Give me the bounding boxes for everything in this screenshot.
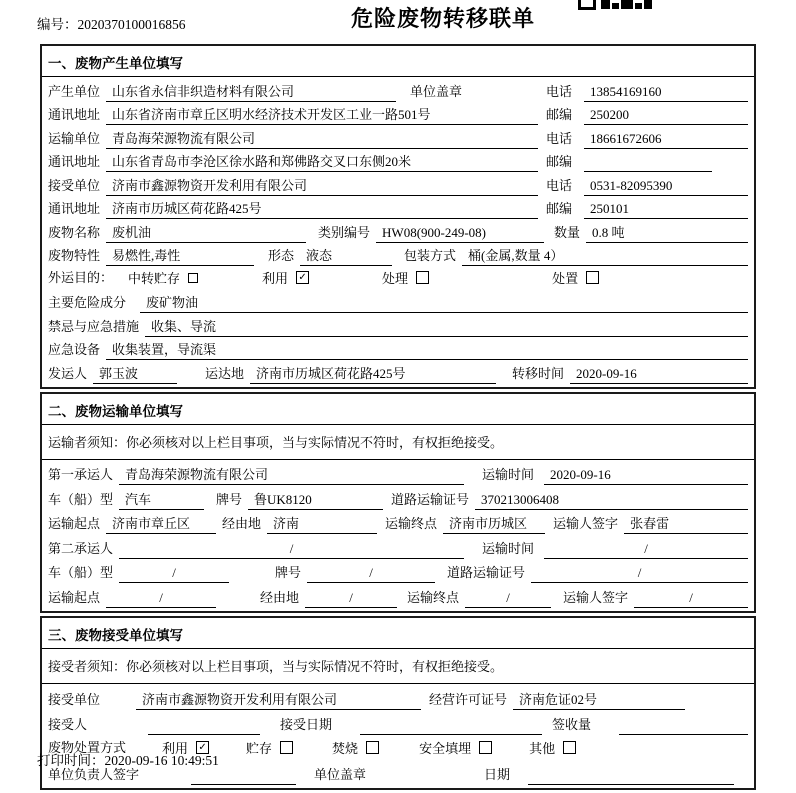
emergency-value: 收集、导流 bbox=[145, 316, 748, 337]
traits-label: 废物特性 bbox=[48, 248, 101, 263]
category-value: HW08(900-249-08) bbox=[376, 225, 544, 243]
section-transporter bbox=[40, 392, 756, 613]
row-second-vehicle bbox=[48, 559, 748, 584]
origin-label: 运输起点 bbox=[48, 589, 101, 605]
disposal-option-label: 贮存 bbox=[246, 740, 273, 756]
zip-label: 邮编 bbox=[546, 154, 573, 169]
transporter-unit-label: 运输单位 bbox=[48, 130, 101, 146]
address-label: 通讯地址 bbox=[48, 107, 101, 122]
phone-label: 电话 bbox=[546, 130, 573, 146]
road-permit-label: 道路运输证号 bbox=[391, 491, 470, 507]
row-second-carrier bbox=[48, 534, 748, 559]
purpose-option-dispose bbox=[552, 268, 599, 287]
waste-name-value: 废机油 bbox=[106, 222, 306, 243]
first-vehicle-type-value: 汽车 bbox=[119, 489, 204, 510]
disposal-option-storage bbox=[246, 738, 293, 757]
acceptor-value bbox=[148, 733, 260, 735]
vehicle-type-label: 车（船）型 bbox=[48, 565, 114, 580]
traits-value: 易燃性,毒性 bbox=[106, 245, 254, 266]
carrier-sign-label: 运输人签字 bbox=[563, 589, 629, 605]
equipment-label: 应急设备 bbox=[48, 342, 101, 357]
row-emergency-measures bbox=[48, 313, 748, 337]
checkbox-treat bbox=[416, 271, 429, 284]
second-road-permit-value: / bbox=[531, 565, 748, 583]
disposal-option-label: 其他 bbox=[529, 740, 556, 756]
checkbox-disposal-landfill bbox=[479, 741, 492, 754]
row-transporter-address bbox=[48, 149, 748, 173]
manager-sign-value bbox=[191, 783, 296, 785]
emergency-label: 禁忌与应急措施 bbox=[48, 318, 140, 334]
zip-label: 邮编 bbox=[546, 107, 573, 122]
transporter-zip-value bbox=[584, 170, 712, 172]
row-waste-name bbox=[48, 219, 748, 243]
producer-unit-value: 山东省永信非织造材料有限公司 bbox=[106, 81, 396, 102]
via-label: 经由地 bbox=[260, 589, 300, 605]
address-label: 通讯地址 bbox=[48, 154, 101, 169]
producer-zip-value: 250200 bbox=[584, 107, 748, 125]
transport-time-label: 运输时间 bbox=[482, 467, 535, 482]
section-receiver-heading: 三、废物接受单位填写 bbox=[42, 618, 754, 649]
second-plate-no-value: / bbox=[307, 565, 435, 583]
permit-label: 经营许可证号 bbox=[429, 691, 508, 707]
shipper-label: 发运人 bbox=[48, 365, 88, 381]
vehicle-type-label: 车（船）型 bbox=[48, 491, 114, 507]
disposal-method-label: 废物处置方式 bbox=[48, 739, 127, 755]
checkbox-utilize: ✓ bbox=[296, 271, 309, 284]
checkbox-disposal-storage bbox=[280, 741, 293, 754]
phone-label: 电话 bbox=[546, 83, 573, 99]
destination-label: 运达地 bbox=[205, 365, 245, 381]
section-producer bbox=[40, 44, 756, 389]
row-acceptor bbox=[48, 710, 748, 735]
purpose-option-label: 中转贮存 bbox=[128, 271, 181, 287]
sign-qty-label: 签收量 bbox=[552, 716, 592, 732]
row-second-route bbox=[48, 583, 748, 608]
purpose-label: 外运目的： bbox=[48, 270, 114, 286]
first-road-permit-value: 370213006408 bbox=[475, 492, 748, 510]
transport-time-label: 运输时间 bbox=[482, 540, 535, 556]
section-transporter-heading: 二、废物运输单位填写 bbox=[42, 394, 754, 425]
terminus-label: 运输终点 bbox=[385, 516, 438, 531]
receiver-address-value: 济南市历城区荷花路425号 bbox=[106, 198, 538, 219]
form-label: 形态 bbox=[268, 248, 295, 263]
quantity-label: 数量 bbox=[554, 224, 581, 240]
row-transporter-unit bbox=[48, 125, 748, 149]
first-carrier-label: 第一承运人 bbox=[48, 467, 114, 482]
equipment-value: 收集装置，导流渠 bbox=[106, 339, 748, 360]
row-accepting-unit bbox=[48, 685, 748, 710]
row-shipper bbox=[48, 360, 748, 384]
purpose-option-transfer-storage bbox=[128, 268, 198, 287]
form-value: 液态 bbox=[300, 245, 392, 266]
second-carrier-sign-value: / bbox=[634, 590, 748, 608]
via-label: 经由地 bbox=[222, 516, 262, 531]
second-terminus-value: / bbox=[465, 590, 551, 608]
row-first-vehicle bbox=[48, 485, 748, 510]
accept-date-label: 接受日期 bbox=[280, 716, 333, 732]
serial-label: 编号： bbox=[37, 17, 78, 32]
disposal-option-label: 安全填埋 bbox=[419, 740, 472, 756]
row-emergency-equipment bbox=[48, 337, 748, 361]
permit-value: 济南危证02号 bbox=[513, 689, 685, 710]
checkbox-disposal-utilize: ✓ bbox=[196, 741, 209, 754]
row-producer-unit bbox=[48, 78, 748, 102]
plate-no-label: 牌号 bbox=[275, 565, 302, 580]
quantity-value: 0.8 吨 bbox=[586, 222, 748, 243]
transporter-phone-value: 18661672606 bbox=[584, 131, 748, 149]
accept-date-value bbox=[360, 733, 542, 735]
checkbox-disposal-other bbox=[563, 741, 576, 754]
checkbox-transfer-storage bbox=[188, 273, 198, 283]
carrier-sign-label: 运输人签字 bbox=[553, 516, 619, 531]
row-receiver-address bbox=[48, 196, 748, 220]
packing-label: 包装方式 bbox=[404, 248, 457, 263]
first-terminus-value: 济南市历城区 bbox=[443, 513, 545, 534]
plate-no-label: 牌号 bbox=[216, 491, 243, 507]
transfer-time-value: 2020-09-16 bbox=[570, 366, 748, 384]
qr-code-fragment bbox=[578, 0, 652, 10]
print-time-value: 2020-09-16 10:49:51 bbox=[104, 753, 219, 768]
terminus-label: 运输终点 bbox=[407, 589, 460, 605]
row-transfer-purpose bbox=[48, 266, 748, 290]
waste-name-label: 废物名称 bbox=[48, 224, 101, 240]
first-origin-value: 济南市章丘区 bbox=[106, 513, 216, 534]
second-carrier-time-value: / bbox=[544, 541, 748, 559]
phone-label: 电话 bbox=[546, 177, 573, 193]
second-carrier-value: / bbox=[119, 541, 464, 559]
checkbox-disposal-incinerate bbox=[366, 741, 379, 754]
origin-label: 运输起点 bbox=[48, 516, 101, 531]
accepting-unit-label: 接受单位 bbox=[48, 691, 101, 707]
producer-address-value: 山东省济南市章丘区明水经济技术开发区工业一路501号 bbox=[106, 104, 538, 125]
accepting-unit-value: 济南市鑫源物资开发利用有限公司 bbox=[136, 689, 421, 710]
first-via-value: 济南 bbox=[267, 513, 377, 534]
manifest-form bbox=[40, 44, 756, 793]
transporter-address-value: 山东省青岛市李沧区徐水路和郑佛路交叉口东侧20米 bbox=[106, 151, 538, 172]
address-label: 通讯地址 bbox=[48, 201, 101, 216]
disposal-option-other bbox=[529, 738, 576, 757]
purpose-option-label: 利用 bbox=[262, 271, 289, 287]
second-carrier-label: 第二承运人 bbox=[48, 540, 114, 556]
row-producer-address bbox=[48, 102, 748, 126]
print-time-label: 打印时间： bbox=[37, 753, 105, 768]
page-title: 危险废物转移联单 bbox=[350, 7, 535, 32]
disposal-option-incinerate bbox=[332, 738, 379, 757]
transporter-unit-value: 青岛海荣源物流有限公司 bbox=[106, 128, 538, 149]
receiver-zip-value: 250101 bbox=[584, 201, 748, 219]
purpose-option-utilize bbox=[262, 268, 309, 287]
date-label: 日期 bbox=[484, 766, 511, 782]
road-permit-label: 道路运输证号 bbox=[447, 565, 526, 580]
acceptor-label: 接受人 bbox=[48, 716, 88, 732]
receiver-notice: 接受者须知：你必须核对以上栏目事项，当与实际情况不符时，有权拒绝接受。 bbox=[42, 649, 754, 684]
unit-seal-label: 单位盖章 bbox=[410, 83, 463, 99]
receiver-unit-value: 济南市鑫源物资开发利用有限公司 bbox=[106, 175, 538, 196]
row-first-route bbox=[48, 510, 748, 535]
row-receiver-unit bbox=[48, 172, 748, 196]
shipper-value: 郭玉波 bbox=[93, 363, 177, 384]
section-producer-heading: 一、废物产生单位填写 bbox=[42, 46, 754, 77]
receiver-phone-value: 0531-82095390 bbox=[584, 178, 748, 196]
hazard-value: 废矿物油 bbox=[140, 292, 748, 313]
disposal-option-landfill bbox=[419, 738, 492, 757]
purpose-option-label: 处理 bbox=[382, 271, 409, 287]
receiver-unit-label: 接受单位 bbox=[48, 177, 101, 193]
producer-unit-label: 产生单位 bbox=[48, 83, 101, 99]
producer-phone-value: 13854169160 bbox=[584, 84, 748, 102]
row-hazard-components bbox=[48, 290, 748, 314]
manager-sign-label: 单位负责人签字 bbox=[48, 766, 140, 782]
purpose-option-treat bbox=[382, 268, 429, 287]
checkbox-dispose bbox=[586, 271, 599, 284]
first-carrier-value: 青岛海荣源物流有限公司 bbox=[119, 464, 464, 485]
unit-seal-label: 单位盖章 bbox=[314, 766, 367, 782]
row-waste-traits bbox=[48, 243, 748, 267]
first-plate-no-value: 鲁UK8120 bbox=[248, 489, 383, 510]
disposal-option-label: 利用 bbox=[162, 740, 189, 756]
second-vehicle-type-value: / bbox=[119, 565, 229, 583]
date-value bbox=[528, 783, 734, 785]
hazard-label: 主要危险成分 bbox=[48, 295, 127, 310]
zip-label: 邮编 bbox=[546, 201, 573, 216]
category-label: 类别编号 bbox=[318, 224, 371, 240]
print-time-line bbox=[37, 749, 219, 769]
transporter-notice: 运输者须知：你必须核对以上栏目事项，当与实际情况不符时，有权拒绝接受。 bbox=[42, 425, 754, 460]
sign-qty-value bbox=[619, 733, 748, 735]
purpose-option-label: 处置 bbox=[552, 271, 579, 287]
destination-value: 济南市历城区荷花路425号 bbox=[250, 363, 496, 384]
transfer-time-label: 转移时间 bbox=[512, 365, 565, 381]
packing-value: 桶(金属,数量 4） bbox=[462, 245, 748, 266]
serial-value: 2020370100016856 bbox=[77, 17, 186, 32]
disposal-option-label: 焚烧 bbox=[332, 740, 359, 756]
first-carrier-sign-value: 张春雷 bbox=[624, 513, 748, 534]
row-first-carrier bbox=[48, 461, 748, 486]
first-carrier-time-value: 2020-09-16 bbox=[544, 467, 748, 485]
second-origin-value: / bbox=[106, 590, 216, 608]
second-via-value: / bbox=[305, 590, 397, 608]
